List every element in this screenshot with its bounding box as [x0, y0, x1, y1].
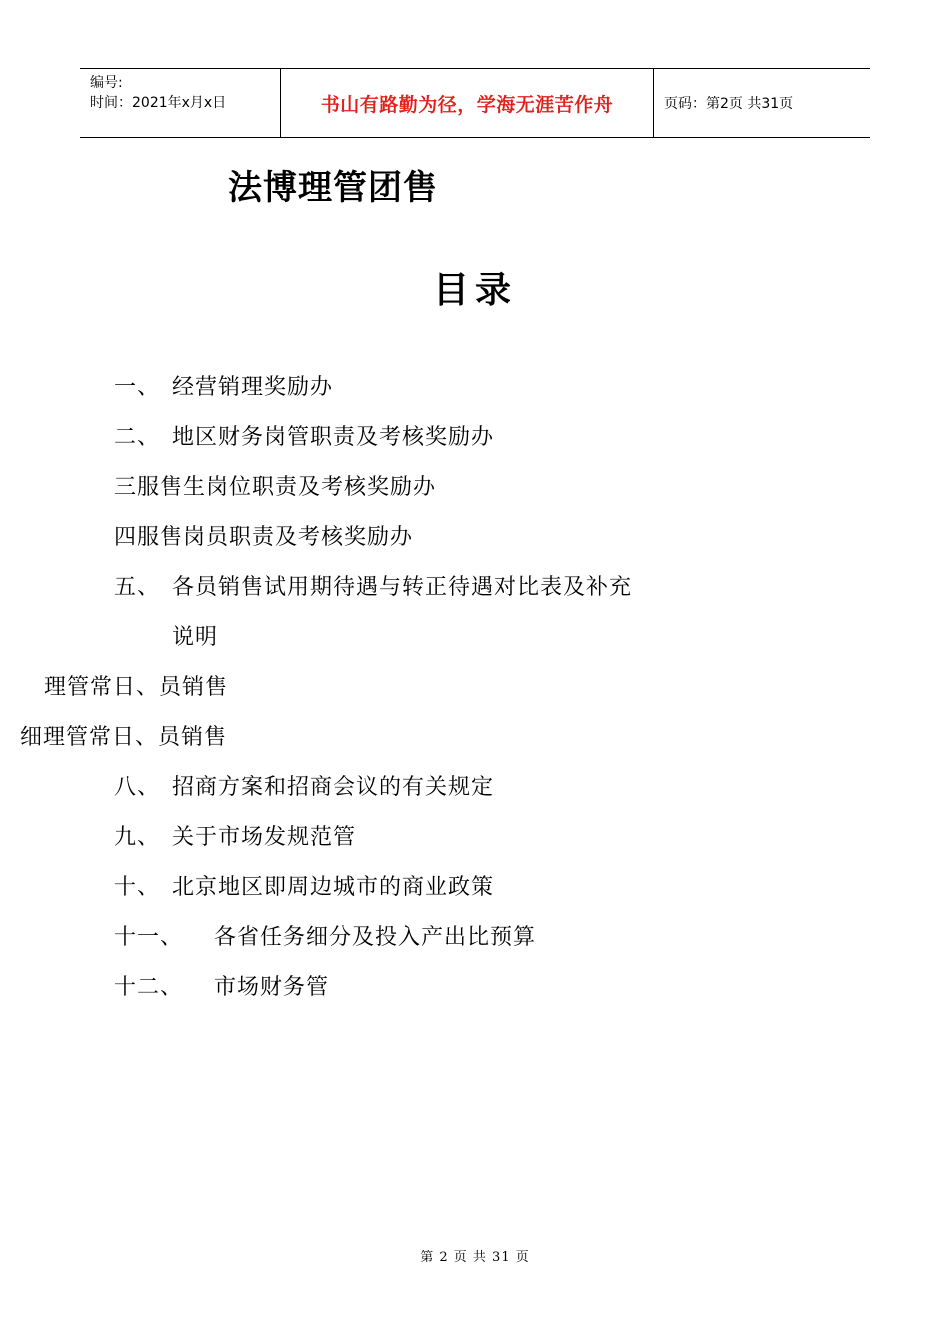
toc-item-number: 十一、	[114, 925, 184, 950]
toc-item-number: 八、	[114, 775, 161, 800]
toc-item	[114, 770, 494, 801]
toc-item-text: 经营销理奖励办	[172, 375, 334, 400]
header-page-cell	[654, 69, 870, 137]
page-header	[80, 68, 870, 138]
toc-item-text: 服售岗员职责及考核奖励办	[137, 525, 414, 550]
toc-item-number: 十二、	[114, 975, 184, 1000]
header-page-info: 页码：第2页 共31页	[664, 96, 794, 112]
toc-item-text: 地区财务岗管职责及考核奖励办	[172, 425, 495, 450]
toc-item	[114, 420, 494, 451]
toc-item-number: 四	[114, 525, 138, 550]
toc-item	[114, 470, 436, 501]
toc-item	[114, 370, 333, 401]
toc-item-text: 各员销售试用期待遇与转正待遇对比表及补充	[172, 575, 633, 600]
header-motto: 书山有路勤为径，学海无涯苦作舟	[320, 93, 614, 116]
toc-item	[114, 570, 632, 601]
toc-item-text: 关于市场发规范管	[172, 825, 357, 850]
toc-item	[114, 870, 494, 901]
header-motto-cell	[281, 69, 654, 137]
toc-item-text: 各省任务细分及投入产出比预算	[214, 925, 537, 950]
toc-heading: 目录	[432, 270, 517, 311]
toc-item-number: 二、	[114, 425, 161, 450]
toc-item-text: 说明	[172, 625, 219, 650]
toc-item	[20, 720, 227, 751]
toc-item	[114, 920, 536, 951]
toc-item	[44, 670, 228, 701]
page-footer: 第 2 页 共 31 页	[420, 1250, 530, 1265]
toc-item	[114, 970, 329, 1001]
toc-item-number: 十、	[114, 875, 161, 900]
document-title: 法博理管团售	[228, 168, 438, 208]
toc-item-text: 服售生岗位职责及考核奖励办	[137, 475, 437, 500]
toc-item	[114, 520, 413, 551]
toc-item-number: 九、	[114, 825, 161, 850]
toc-item-text: 细理管常日、员销售	[20, 725, 228, 750]
document-number-label: 编号:	[90, 75, 123, 91]
toc-item-text: 理管常日、员销售	[44, 675, 229, 700]
toc-item-number: 五、	[114, 575, 161, 600]
toc-item	[114, 820, 356, 851]
toc-item	[172, 620, 218, 651]
toc-item-text: 招商方案和招商会议的有关规定	[172, 775, 495, 800]
header-meta-cell	[80, 69, 281, 137]
document-time-label: 时间：2021年x月x日	[90, 95, 227, 111]
toc-item-text: 北京地区即周边城市的商业政策	[172, 875, 495, 900]
toc-item-number: 一、	[114, 375, 161, 400]
toc-item-text: 市场财务管	[214, 975, 330, 1000]
toc-item-number: 三	[114, 475, 138, 500]
